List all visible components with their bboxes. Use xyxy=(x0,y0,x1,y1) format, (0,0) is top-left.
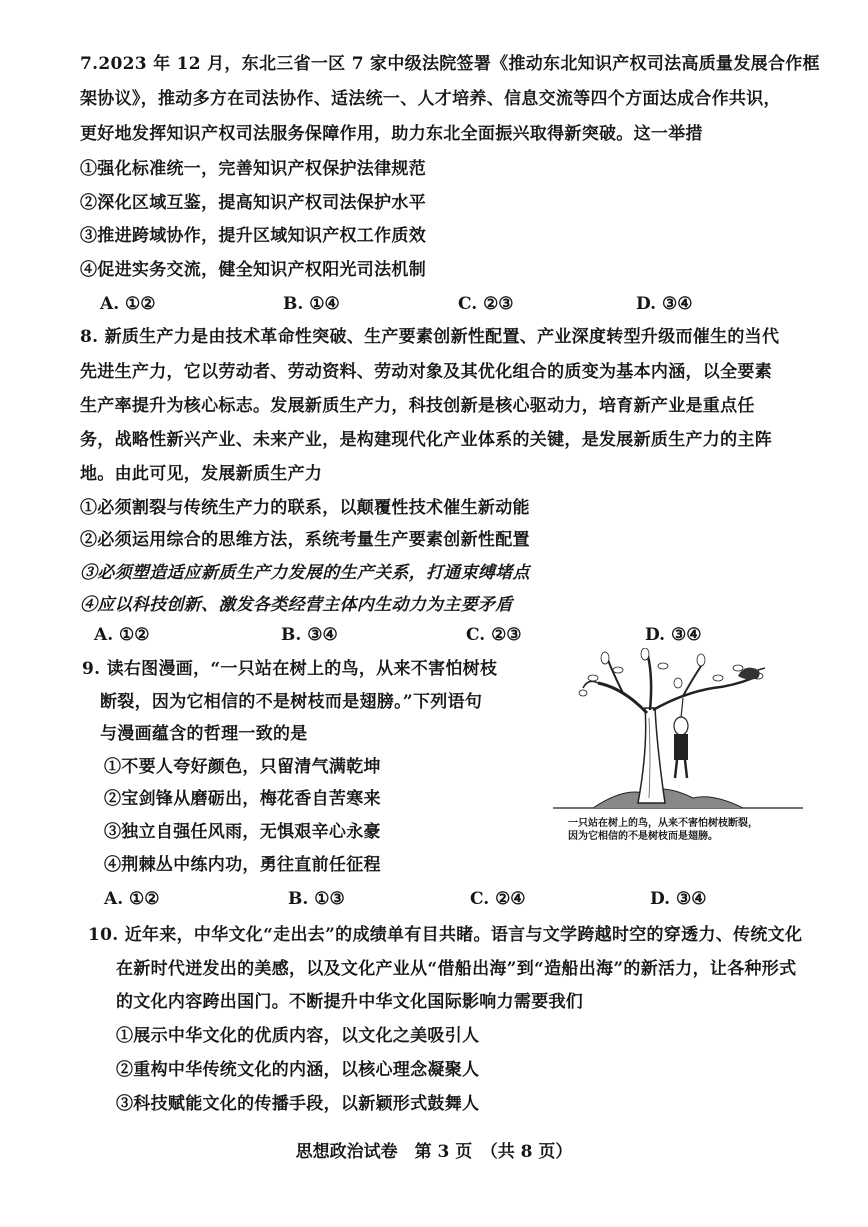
q9-option-b: B. ①③ xyxy=(288,889,345,909)
q7-item: ①强化标准统一，完善知识产权保护法律规范 xyxy=(80,159,426,179)
q7-stem-line: 架协议》，推动多方在司法协作、适法统一、人才培养、信息交流等四个方面达成合作共识， xyxy=(80,89,781,109)
q8-stem-line: 务，战略性新兴产业、未来产业，是构建现代化产业体系的关键，是发展新质生产力的主阵 xyxy=(80,430,772,450)
q8-item: ①必须割裂与传统生产力的联系，以颠覆性技术催生新动能 xyxy=(80,498,530,518)
q9-option-a: A. ①② xyxy=(104,889,160,909)
q10-item: ③科技赋能文化的传播手段，以新颖形式鼓舞人 xyxy=(116,1094,480,1114)
q9-item: ②宝剑锋从磨砺出，梅花香自苦寒来 xyxy=(104,789,381,809)
q7-item: ②深化区域互鉴，提高知识产权司法保护水平 xyxy=(80,193,426,213)
q9-option-c: C. ②④ xyxy=(470,889,526,909)
q8-option-c: C. ②③ xyxy=(466,625,522,645)
q9-option-d: D. ③④ xyxy=(650,889,707,909)
q7-stem-line: 7.2023 年 12 月，东北三省一区 7 家中级法院签署《推动东北知识产权司法高质量发展合作框 xyxy=(80,54,820,74)
q8-item: ④应以科技创新、激发各类经营主体内生动力为主要矛盾 xyxy=(80,595,513,615)
cartoon-bird-on-tree xyxy=(553,648,803,818)
q7-stem-line: 更好地发挥知识产权司法服务保障作用，助力东北全面振兴取得新突破。这一举措 xyxy=(80,124,703,144)
q10-stem-line: 的文化内容跨出国门。不断提升中华文化国际影响力需要我们 xyxy=(116,992,584,1012)
q9-item: ④荆棘丛中练内功，勇往直前任征程 xyxy=(104,855,381,875)
q8-option-a: A. ①② xyxy=(94,625,150,645)
q7-item: ③推进跨域协作，提升区域知识产权工作质效 xyxy=(80,226,426,246)
q9-stem-line: 9. 读右图漫画，“一只站在树上的鸟，从来不害怕树枝 xyxy=(82,659,498,679)
q7-item: ④促进实务交流，健全知识产权阳光司法机制 xyxy=(80,260,426,280)
q7-option-c: C. ②③ xyxy=(458,294,514,314)
q8-option-b: B. ③④ xyxy=(281,625,338,645)
q7-option-a: A. ①② xyxy=(100,294,156,314)
q7-option-b: B. ①④ xyxy=(283,294,340,314)
q10-stem-line: 在新时代迸发出的美感，以及文化产业从“借船出海”到“造船出海”的新活力，让各种形式 xyxy=(116,959,797,979)
q9-stem-line: 与漫画蕴含的哲理一致的是 xyxy=(100,724,308,744)
q10-item: ①展示中华文化的优质内容，以文化之美吸引人 xyxy=(116,1026,480,1046)
q9-item: ①不要人夸好颜色，只留清气满乾坤 xyxy=(104,757,381,777)
page-footer: 思想政治试卷 第 3 页 （共 8 页） xyxy=(295,1142,573,1162)
q10-item: ②重构中华传统文化的内涵，以核心理念凝聚人 xyxy=(116,1060,480,1080)
q8-stem-line: 8. 新质生产力是由技术革命性突破、生产要素创新性配置、产业深度转型升级而催生的当代 xyxy=(80,327,780,347)
q8-stem-line: 先进生产力，它以劳动者、劳动资料、劳动对象及其优化组合的质变为基本内涵，以全要素 xyxy=(80,362,772,382)
q8-stem-line: 地。由此可见，发展新质生产力 xyxy=(80,464,323,484)
cartoon-caption-line: 一只站在树上的鸟，从来不害怕树枝断裂， xyxy=(568,818,758,829)
q8-stem-line: 生产率提升为核心标志。发展新质生产力，科技创新是核心驱动力，培育新产业是重点任 xyxy=(80,396,755,416)
q7-option-d: D. ③④ xyxy=(636,294,693,314)
q8-option-d: D. ③④ xyxy=(645,625,702,645)
q9-item: ③独立自强任风雨，无惧艰辛心永豪 xyxy=(104,822,381,842)
cartoon-caption-line: 因为它相信的不是树枝而是翅膀。 xyxy=(568,831,718,842)
q10-stem-line: 10. 近年来，中华文化“走出去”的成绩单有目共睹。语言与文学跨越时空的穿透力、传统文化 xyxy=(88,925,803,945)
q8-item: ②必须运用综合的思维方法，系统考量生产要素创新性配置 xyxy=(80,530,530,550)
q9-stem-line: 断裂，因为它相信的不是树枝而是翅膀。”下列语句 xyxy=(100,692,483,712)
q8-item: ③必须塑造适应新质生产力发展的生产关系，打通束缚堵点 xyxy=(80,563,530,583)
cartoon-caption xyxy=(568,817,798,843)
